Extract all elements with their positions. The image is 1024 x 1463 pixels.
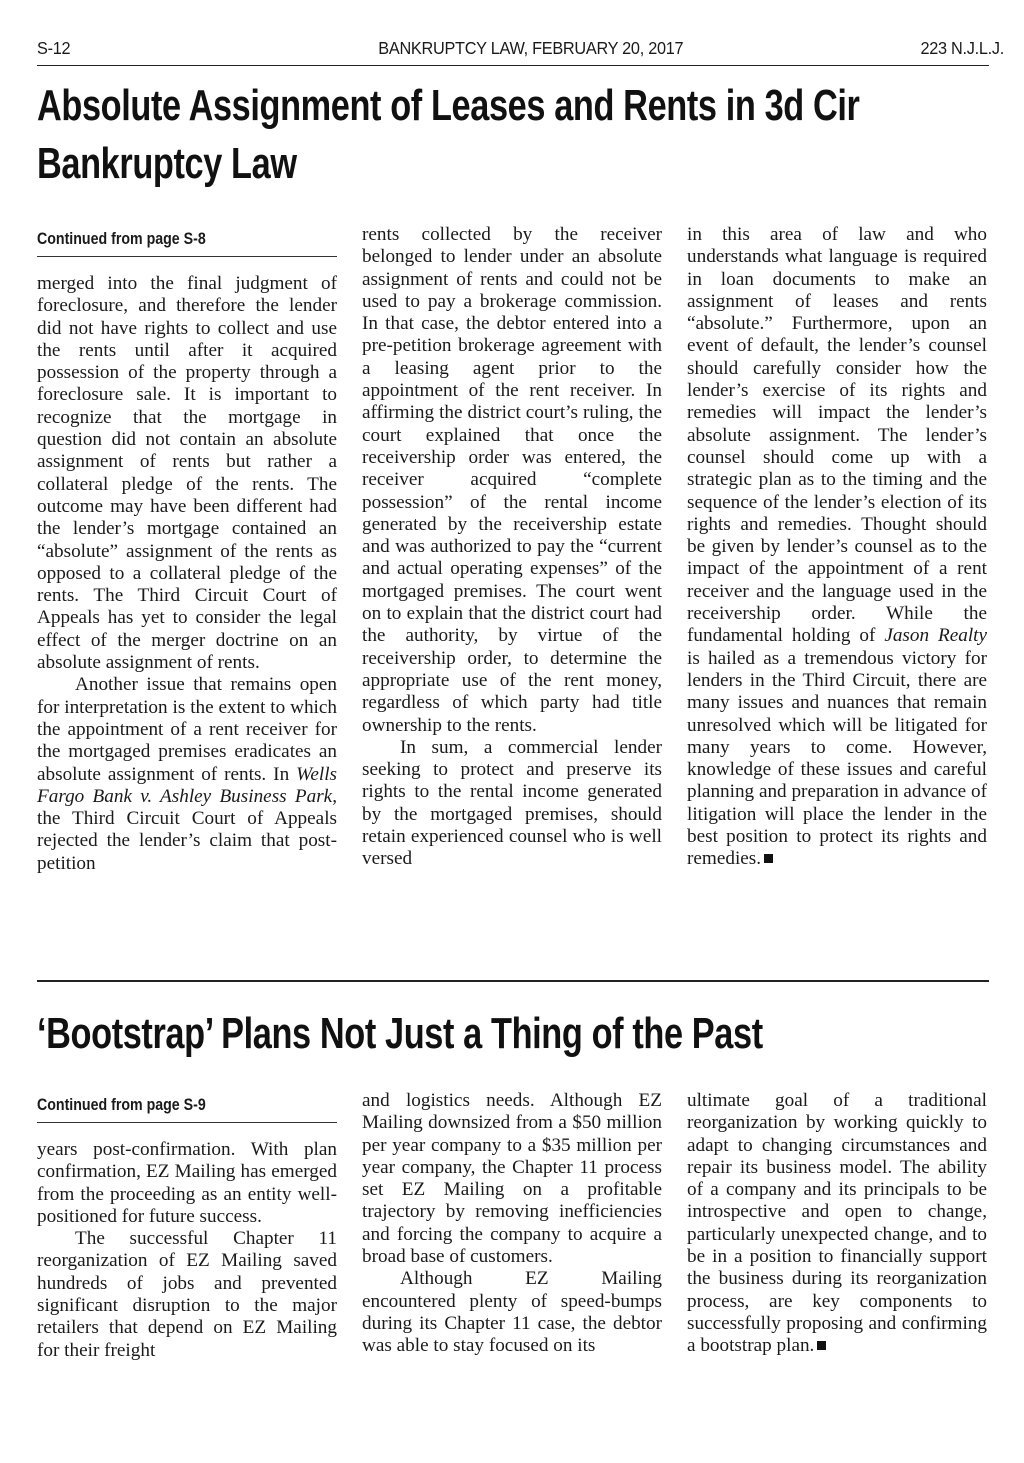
publication-line: BANKRUPTCY LAW, FEBRUARY 20, 2017 (378, 38, 684, 58)
article-2-column-1 (37, 1090, 337, 1362)
paragraph-text: in this area of law and who understands what language is required in loan documents to make an assignment of leases and rents “absolute.” Furthermore, upon an event of default, the lender’s counsel should carefully consider how the lender’s exercise of its rights and remedies will impact the lender’s absolute assignment. The lender’s counsel should come up with a strategic plan as to the timing and the sequence of the lender’s election of its rights and remedies. Thought should be given by lender’s counsel as to the impact of the appointment of a rent receiver and the language used in the receivership order. While the fundamental holding of (687, 224, 987, 647)
paragraph: In sum, a commercial lender seeking to protect and preserve its rights to the rental income generated by the mortgaged premises, should retain experienced counsel who is well versed (362, 736, 662, 870)
paragraph-text: is hailed as a tremendous victory for lenders in the Third Circuit, there are many issues and nuances that remain unresolved which will be litigated for many years to come. However, knowledge of these issues and careful planning and preparation in advance of litigation will place the lender in the best position to protect its rights and remedies. (687, 647, 987, 870)
paragraph (687, 1090, 987, 1358)
paragraph (687, 224, 987, 871)
paragraph: and logistics needs. Although EZ Mailing downsized from a $50 million per year company to a $35 million per year company, the Chapter 11 process set EZ Mailing on a profitable trajectory by removing inefficiencies and forcing the company to acquire a broad base of customers. (362, 1090, 662, 1268)
paragraph: merged into the final judgment of foreclosure, and therefore the lender did not have rights to collect and use the rents until after it acquired possession of the property through a foreclosure sale. It is important to recognize that the mortgage in question did not contain an absolute assignment of rents but rather a collateral pledge of the rents. The outcome may have been different had the lender’s mortgage contained an “absolute” assignment of the rents as opposed to a collateral pledge of the rents. The Third Circuit Court of Appeals has yet to consider the legal effect of the merger doctrine on an absolute assignment of rents. (37, 273, 337, 674)
continued-rule (37, 1122, 337, 1123)
article-1-column-3 (687, 224, 987, 871)
continued-rule (37, 256, 337, 257)
case-name: Wells Fargo Bank v. Ashley Business Park (37, 763, 338, 807)
citation: 223 N.J.L.J. (920, 38, 1004, 58)
end-of-article-mark (817, 1341, 826, 1350)
header-rule (37, 65, 989, 66)
article-1-column-1 (37, 224, 337, 875)
continued-from-label: Continued from page S-8 (37, 230, 206, 248)
paragraph (37, 674, 337, 875)
paragraph-text: Another issue that remains open for interpretation is the extent to which the appointment of a rent receiver for the mortgaged premises eradicates an absolute assignment of rents. In (37, 674, 337, 785)
paragraph-text: ultimate goal of a traditional reorganization by working quickly to adapt to changing circumstances and repair its business model. The ability of a company and its principals to be introspective and open to change, particularly unexpected change, and to be in a position to financially support the business during its reorganization process, are key components to successfully proposing and confirming a bootstrap plan. (687, 1090, 987, 1357)
case-name: Jason Realty (884, 625, 988, 647)
page-number: S-12 (37, 38, 71, 58)
end-of-article-mark (764, 854, 773, 863)
paragraph-text: , the Third Circuit Court of Appeals rejected the lender’s claim that post-petition (37, 785, 337, 874)
article-2-title: ‘Bootstrap’ Plans Not Just a Thing of the Past (37, 1009, 763, 1058)
continued-from-label: Continued from page S-9 (37, 1096, 206, 1114)
paragraph: The successful Chapter 11 reorganization of EZ Mailing saved hundreds of jobs and prevented significant disruption to the major retailers that depend on EZ Mailing for their freight (37, 1228, 337, 1361)
paragraph: rents collected by the receiver belonged to lender under an absolute assignment of rents and could not be used to pay a brokerage commission. In that case, the debtor entered into a pre-petition brokerage agreement with a leasing agent prior to the appointment of the rent receiver. In affirming the district court’s ruling, the court explained that once the receivership order was entered, the receiver acquired “complete possession” of the rental income generated by the receivership estate and was authorized to pay the “current and actual operating expenses” of the mortgaged premises. The court went on to explain that the district court had the authority, by virtue of the receivership order, to determine the appropriate use of the rent money, regardless of which party had title ownership to the rents. (362, 224, 662, 736)
article-2-column-3 (687, 1090, 987, 1358)
paragraph: Although EZ Mailing encountered plenty of speed-bumps during its Chapter 11 case, the debtor was able to stay focused on its (362, 1268, 662, 1357)
article-divider-rule (37, 980, 989, 982)
paragraph: years post-confirmation. With plan confirmation, EZ Mailing has emerged from the proceeding as an entity well-positioned for future success. (37, 1139, 337, 1227)
article-1-column-2 (362, 224, 662, 871)
article-1-title-line-2: Bankruptcy Law (37, 139, 297, 188)
article-2-column-2 (362, 1090, 662, 1358)
article-1-title-line-1: Absolute Assignment of Leases and Rents in 3d Cir (37, 81, 860, 130)
running-header (37, 38, 1004, 64)
